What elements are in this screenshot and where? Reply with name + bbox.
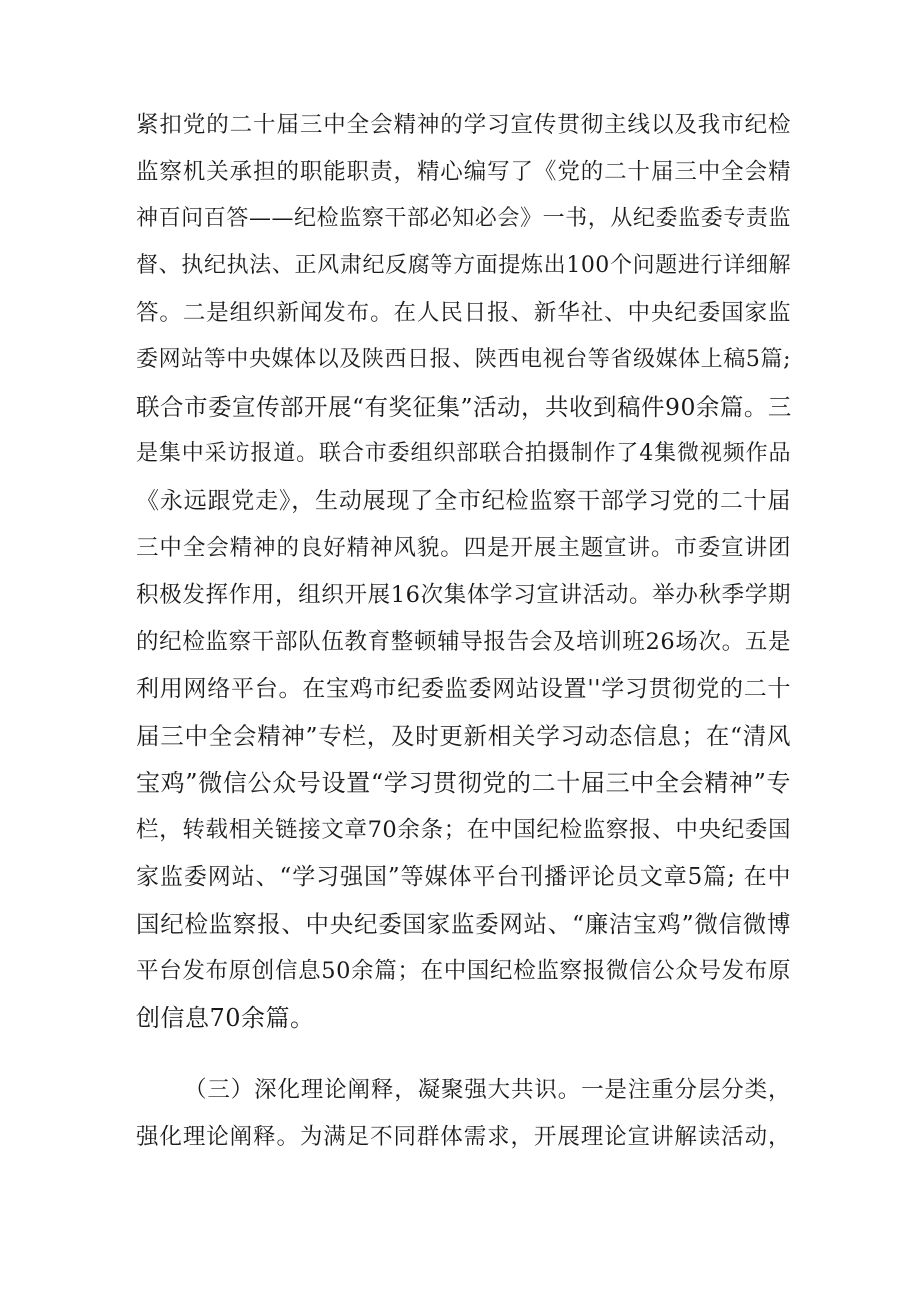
- text-line: 强化理论阐释。为满足不同群体需求，开展理论宣讲解读活动，: [136, 1124, 791, 1150]
- text-line: 联合市委宣传部开展“有奖征集”活动，共收到稿件90余篇。三: [136, 393, 792, 421]
- text-line: 是集中采访报道。联合市委组织部联合拍摄制作了4集微视频作品: [136, 441, 791, 466]
- text-line: 平台发布原创信息50余篇；在中国纪检监察报微信公众号发布原: [136, 958, 791, 984]
- text-line: 监察机关承担的职能职责，精心编写了《党的二十届三中全会精: [136, 159, 791, 185]
- text-line: 委网站等中央媒体以及陕西日报、陕西电视台等省级媒体上稿5篇;: [136, 347, 791, 372]
- text-line: 神百问百答——纪检监察干部必知必会》一书，从纪委监委专责监: [136, 206, 791, 231]
- text-line: 家监委网站、“学习强国”等媒体平台刊播评论员文章5篇; 在中: [136, 864, 791, 890]
- text-line: 栏，转载相关链接文章70余条；在中国纪检监察报、中央纪委国: [136, 817, 791, 843]
- text-line: 答。二是组织新闻发布。在人民日报、新华社、中央纪委国家监: [136, 300, 791, 326]
- text-line: 积极发挥作用，组织开展16次集体学习宣讲活动。举办秋季学期: [136, 582, 791, 608]
- text-line: 国纪检监察报、中央纪委国家监委网站、“廉洁宝鸡”微信微博: [136, 910, 791, 938]
- text-line: 紧扣党的二十届三中全会精神的学习宣传贯彻主线以及我市纪检: [136, 112, 791, 138]
- text-line: 《永远跟党走》，生动展现了全市纪检监察干部学习党的二十届: [136, 488, 791, 514]
- section-heading-line: （三）深化理论阐释，凝聚强大共识。一是注重分层分类，: [184, 1077, 791, 1103]
- text-line: 三中全会精神的良好精神风貌。四是开展主题宣讲。市委宣讲团: [136, 535, 791, 561]
- text-line: 届三中全会精神”专栏，及时更新相关学习动态信息；在“清风: [136, 722, 791, 750]
- text-line: 的纪检监察干部队伍教育整顿辅导报告会及培训班26场次。五是: [136, 629, 791, 655]
- text-line: 督、执纪执法、正风肃纪反腐等方面提炼出100个问题进行详细解: [136, 253, 791, 278]
- text-line: 创信息70余篇。: [136, 1004, 315, 1032]
- text-line: 宝鸡”微信公众号设置“学习贯彻党的二十届三中全会精神”专: [136, 769, 791, 797]
- text-line: 利用网络平台。在宝鸡市纪委监委网站设置''学习贯彻党的二十: [136, 676, 791, 702]
